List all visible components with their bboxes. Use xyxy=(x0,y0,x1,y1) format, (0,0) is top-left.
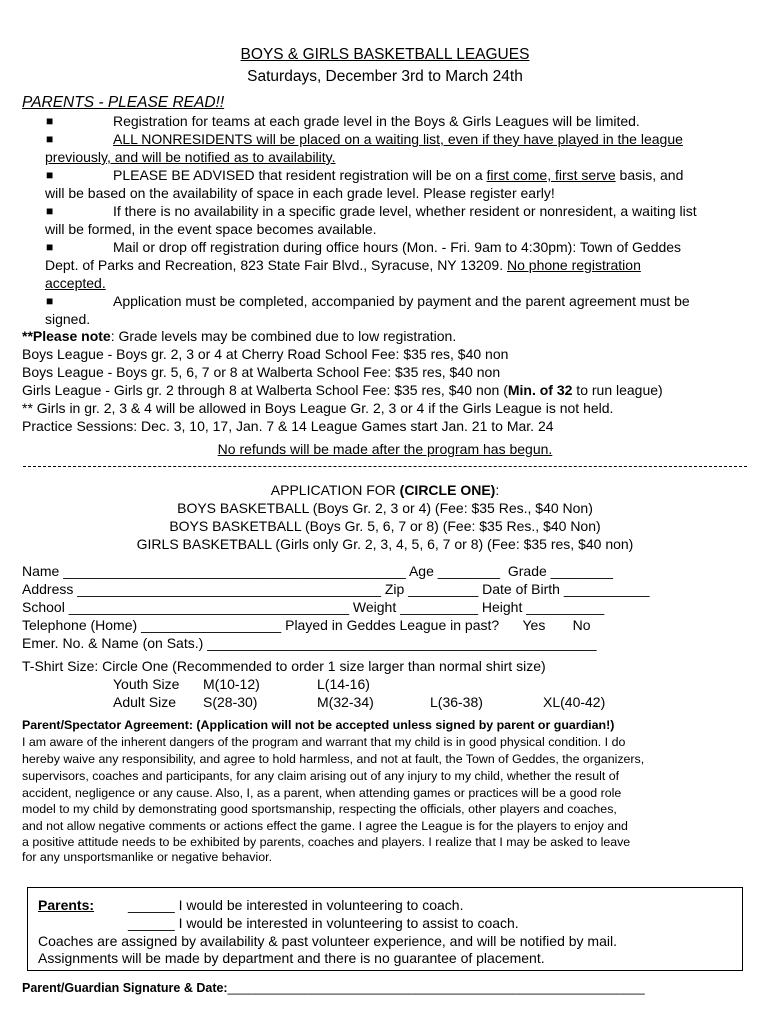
adult-l-option[interactable]: L(36-38) xyxy=(430,694,483,710)
bullet-4-cont: will be formed, in the event space becomes available. xyxy=(45,221,377,237)
option-girls[interactable]: GIRLS BASKETBALL (Girls only Gr. 2, 3, 4, 5, 6, 7 or 8) (Fee: $35 res, $40 non) xyxy=(136,536,634,552)
agreement-line: accident, negligence or any cause. Also, I, as a parent, when attending games or practices will be a good role xyxy=(22,786,622,800)
address-label: Address xyxy=(22,581,74,597)
agreement-line: a positive attitude needs to be exhibited by parents, coaches and players. I realize that I may be asked to leave xyxy=(22,835,631,849)
adult-s-option[interactable]: S(28-30) xyxy=(203,694,258,710)
bullet-5-cont: Dept. of Parks and Recreation, 823 State Fair Blvd., Syracuse, NY 13209. No phone registration xyxy=(45,257,641,273)
boys-league-2: Boys League - Boys gr. 5, 6, 7 or 8 at Walberta School Fee: $35 res, $40 non xyxy=(22,364,501,380)
height-label: Height xyxy=(481,599,523,615)
girls-league: Girls League - Girls gr. 2 through 8 at Walberta School Fee: $35 res, $40 non (Min. of 32 to run league) xyxy=(22,382,663,398)
weight-label: Weight xyxy=(352,599,397,615)
youth-size-label: Youth Size xyxy=(113,676,180,692)
agreement-line: for any unsportsmanlike or negative behavior. xyxy=(22,850,273,864)
bullet-3-cont: will be based on the availability of space in each grade level. Please register early! xyxy=(45,185,555,201)
dob-field[interactable]: ___________ xyxy=(563,581,650,597)
telephone-field[interactable]: __________________ xyxy=(141,617,282,633)
refunds-note: No refunds will be made after the program has begun. xyxy=(217,441,553,457)
agreement-line: hereby waive any responsibility, and agree to hold harmless, and not at fault, the Town of Geddes, the organizers, xyxy=(22,752,645,766)
telephone-row xyxy=(22,617,590,634)
signature-row xyxy=(22,980,645,997)
bullet-icon: ■ xyxy=(46,204,54,218)
boys-league-1: Boys League - Boys gr. 2, 3 or 4 at Cherry Road School Fee: $35 res, $40 non xyxy=(22,346,509,362)
bullet-2-cont: previously, and will be notified as to availability. xyxy=(45,149,336,165)
tshirt-label: T-Shirt Size: Circle One (Recommended to order 1 size larger than normal shirt size) xyxy=(22,658,546,674)
emer-field[interactable]: __________________________________________________ xyxy=(207,635,597,651)
coach-option[interactable]: ______ I would be interested in volunteering to coach. xyxy=(128,897,464,913)
agreement-line: model to my child by demonstrating good sportsmanship, respecting the officials, other players and coaches, xyxy=(22,802,617,816)
signature-field[interactable]: ____________________________________________________________ xyxy=(227,981,645,995)
zip-label: Zip xyxy=(384,581,405,597)
volunteer-note: Coaches are assigned by availability & past volunteer experience, and will be notified by mail. xyxy=(38,933,617,949)
grade-field[interactable]: ________ xyxy=(550,563,613,579)
page-title: BOYS & GIRLS BASKETBALL LEAGUES xyxy=(240,46,530,63)
bullet-5-cont2: accepted. xyxy=(45,275,106,291)
name-row xyxy=(22,563,613,580)
emer-row xyxy=(22,635,597,652)
agreement-line: supervisors, coaches and participants, for any claim arising out of any injury to my child, whether the result of xyxy=(22,769,620,783)
agreement-line: I am aware of the inherent dangers of the program and warrant that my child is in good physical condition. I do xyxy=(22,735,626,749)
application-heading: APPLICATION FOR (CIRCLE ONE): xyxy=(270,482,500,498)
option-boys-5-8[interactable]: BOYS BASKETBALL (Boys Gr. 5, 6, 7 or 8) (Fee: $35 Res., $40 Non) xyxy=(169,518,601,534)
youth-l-option[interactable]: L(14-16) xyxy=(317,676,370,692)
played-yes[interactable]: Yes xyxy=(522,617,546,633)
agreement-line: and not allow negative comments or actions effect the game. I agree the League is for the players to enjoy and xyxy=(22,819,628,833)
name-label: Name xyxy=(22,563,60,579)
zip-field[interactable]: _________ xyxy=(408,581,479,597)
bullet-icon: ■ xyxy=(46,114,54,128)
volunteer-note: Assignments will be made by department and there is no guarantee of placement. xyxy=(38,950,545,966)
bullet-icon: ■ xyxy=(46,168,54,182)
assist-coach-option[interactable]: ______ I would be interested in volunteering to assist to coach. xyxy=(128,915,519,931)
address-row xyxy=(22,581,650,598)
youth-m-option[interactable]: M(10-12) xyxy=(203,676,260,692)
bullet-icon: ■ xyxy=(46,240,54,254)
emer-label: Emer. No. & Name (on Sats.) xyxy=(22,635,204,651)
telephone-label: Telephone (Home) xyxy=(22,617,138,633)
adult-size-label: Adult Size xyxy=(113,694,177,710)
bullet-icon: ■ xyxy=(46,132,54,146)
school-row xyxy=(22,599,604,616)
height-field[interactable]: __________ xyxy=(526,599,605,615)
address-field[interactable]: _______________________________________ xyxy=(77,581,381,597)
grade-label: Grade xyxy=(507,563,547,579)
age-field[interactable]: ________ xyxy=(437,563,501,579)
cut-line-divider xyxy=(23,466,747,467)
signature-label: Parent/Guardian Signature & Date: xyxy=(22,981,228,995)
age-label: Age xyxy=(408,563,434,579)
parents-read-heading: PARENTS - PLEASE READ!! xyxy=(22,94,225,111)
played-no[interactable]: No xyxy=(572,617,591,633)
school-field[interactable]: ____________________________________ xyxy=(68,599,350,615)
weight-field[interactable]: __________ xyxy=(400,599,478,615)
school-label: School xyxy=(22,599,65,615)
please-note: **Please note: Grade levels may be combined due to low registration. xyxy=(22,328,457,344)
volunteer-parents-label: Parents: xyxy=(38,897,95,913)
bullet-icon: ■ xyxy=(46,294,54,308)
girls-note: ** Girls in gr. 2, 3 & 4 will be allowed in Boys League Gr. 2, 3 or 4 if the Girls League is not held. xyxy=(22,400,614,416)
adult-m-option[interactable]: M(32-34) xyxy=(317,694,374,710)
name-field[interactable]: ____________________________________________ xyxy=(63,563,406,579)
played-label: Played in Geddes League in past? xyxy=(285,617,500,633)
practice-sessions: Practice Sessions: Dec. 3, 10, 17, Jan. 7 & 14 League Games start Jan. 21 to Mar. 24 xyxy=(22,418,554,434)
dob-label: Date of Birth xyxy=(482,581,560,597)
agreement-heading: Parent/Spectator Agreement: (Application will not be accepted unless signed by parent or guardian!) xyxy=(22,718,615,732)
adult-xl-option[interactable]: XL(40-42) xyxy=(543,694,606,710)
option-boys-2-4[interactable]: BOYS BASKETBALL (Boys Gr. 2, 3 or 4) (Fee: $35 Res., $40 Non) xyxy=(177,500,593,516)
bullet-6-cont: signed. xyxy=(45,311,91,327)
page-subtitle: Saturdays, December 3rd to March 24th xyxy=(247,68,523,85)
